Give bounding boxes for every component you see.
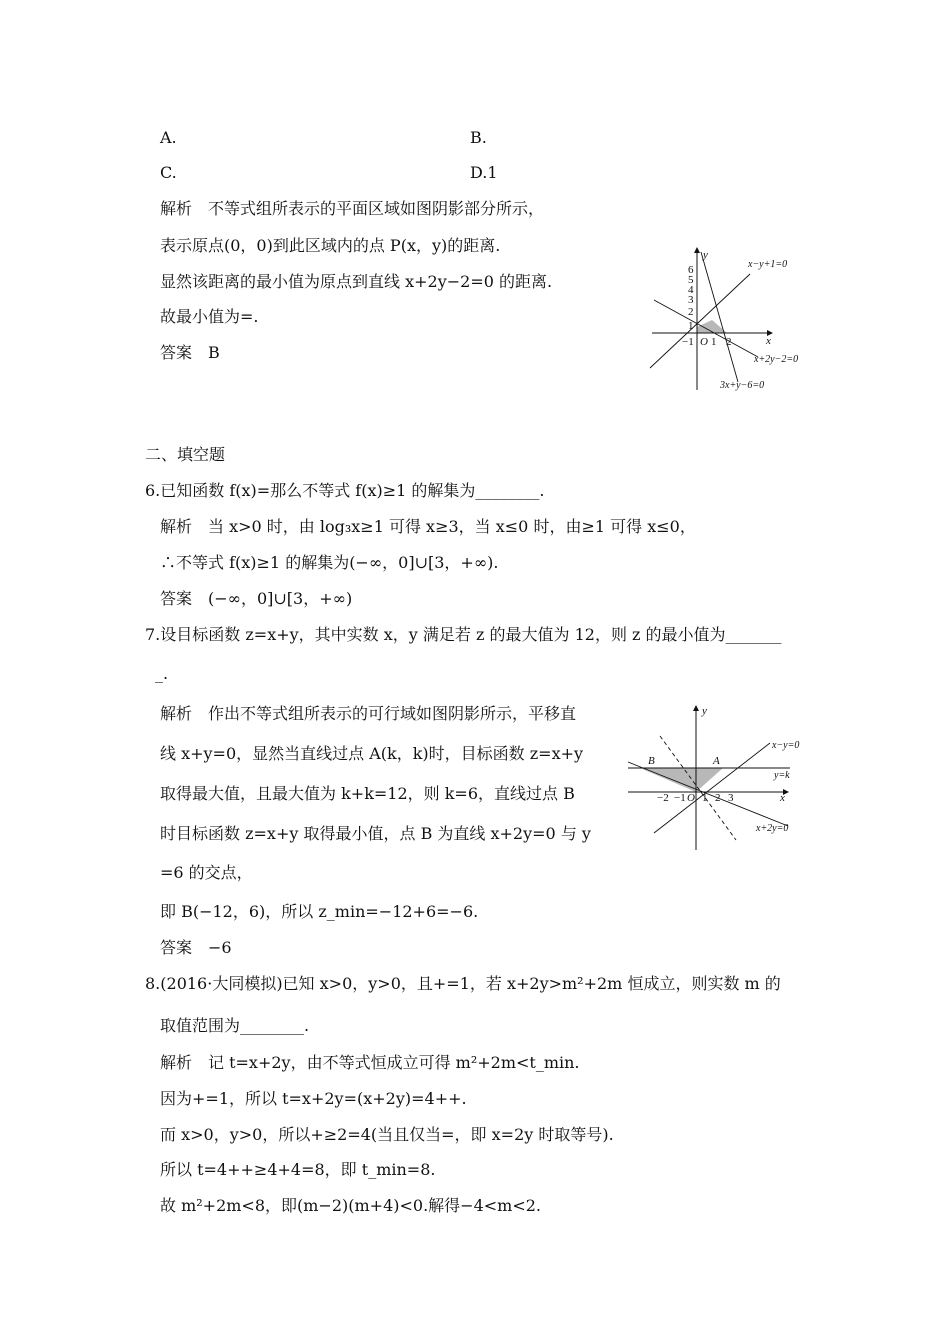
q6-solution-line-1: 解析 当 x>0 时，由 log₃x≥1 可得 x≥3，当 x≤0 时，由≥1 可得 x≤0， xyxy=(160,517,696,536)
q8-stem-line-1: 8.(2016·大同模拟)已知 x>0，y>0，且+=1，若 x+2y>m²+2m 恒成立，则实数 m 的 xyxy=(145,974,781,993)
x-axis-label: x xyxy=(766,335,771,347)
q8-solution-line-2: 因为+=1，所以 t=x+2y=(x+2y)=4++. xyxy=(160,1089,467,1108)
q7-solution-line-4: 时目标函数 z=x+y 取得最小值，点 B 为直线 x+2y=0 与 y xyxy=(160,824,591,843)
x-tick-2: 2 xyxy=(726,336,732,348)
x-tick-1: 1 xyxy=(702,792,708,804)
y-axis-label: y xyxy=(702,705,707,717)
y-axis-label: y xyxy=(703,249,708,261)
q5-solution-line-2: 表示原点(0，0)到此区域内的点 P(x，y)的距离. xyxy=(160,236,501,255)
q5-answer: 答案 B xyxy=(160,343,220,362)
option-b: B. xyxy=(470,128,487,147)
label-x-minus-y-plus-1: x−y+1=0 xyxy=(748,259,788,270)
q8-solution-line-3: 而 x>0，y>0，所以+≥2=4(当且仅当=，即 x=2y 时取等号). xyxy=(160,1125,614,1144)
origin-label: O xyxy=(687,792,695,804)
q6-answer: 答案 (−∞，0]∪[3，+∞) xyxy=(160,589,353,608)
q7-solution-line-3: 取得最大值，且最大值为 k+k=12，则 k=6，直线过点 B xyxy=(160,784,575,803)
q6-stem: 6.已知函数 f(x)=那么不等式 f(x)≥1 的解集为________. xyxy=(145,481,545,500)
label-3x-plus-y-minus-6: 3x+y−6=0 xyxy=(720,380,765,391)
line-3x-plus-y-minus-6 xyxy=(701,252,738,382)
label-x-minus-y-equals-0: x−y=0 xyxy=(772,740,800,751)
y-tick-5: 5 xyxy=(688,274,694,286)
y-tick-2: 2 xyxy=(688,306,694,318)
q8-solution-line-1: 解析 记 t=x+2y，由不等式恒成立可得 m²+2m<t_min. xyxy=(160,1053,580,1072)
q8-stem-line-2: 取值范围为________. xyxy=(160,1016,310,1035)
y-tick-3: 3 xyxy=(688,294,694,306)
q5-solution-line-4: 故最小值为=. xyxy=(160,307,259,326)
q7-region-figure xyxy=(620,700,800,855)
option-a: A. xyxy=(160,128,177,147)
label-x-plus-2y-equals-0: x+2y=0 xyxy=(756,823,789,834)
q8-solution-line-5: 故 m²+2m<8，即(m−2)(m+4)<0.解得−4<m<2. xyxy=(160,1196,542,1215)
x-tick-2: 2 xyxy=(715,792,721,804)
q6-solution-line-2: ∴不等式 f(x)≥1 的解集为(−∞，0]∪[3，+∞). xyxy=(160,553,499,572)
q7-stem-line-2: _. xyxy=(155,664,169,683)
x-axis-label: x xyxy=(780,792,785,804)
q7-solution-line-5: =6 的交点， xyxy=(160,863,253,882)
x-tick-neg2: −2 xyxy=(657,792,669,804)
label-x-plus-2y-minus-2: x+2y−2=0 xyxy=(754,354,799,365)
line-x-plus-2y-minus-2 xyxy=(654,300,758,357)
section-heading: 二、填空题 xyxy=(145,445,226,464)
point-a-label: A xyxy=(713,755,720,767)
origin-label: O xyxy=(700,336,708,348)
x-tick-1: 1 xyxy=(711,336,717,348)
label-y-equals-k: y=k xyxy=(774,770,790,781)
y-tick-4: 4 xyxy=(688,284,694,296)
q5-region-figure xyxy=(640,240,820,395)
q7-answer: 答案 −6 xyxy=(160,938,232,957)
point-b-label: B xyxy=(648,755,655,767)
q5-solution-line-1: 解析 不等式组所表示的平面区域如图阴影部分所示， xyxy=(160,199,545,218)
option-d: D.1 xyxy=(470,163,498,182)
q7-stem-line-1: 7.设目标函数 z=x+y，其中实数 x，y 满足若 z 的最大值为 12，则 z 的最小值为_______ xyxy=(145,625,782,644)
line-x-minus-y-equals-0 xyxy=(654,743,770,833)
q7-solution-line-2: 线 x+y=0，显然当直线过点 A(k，k)时，目标函数 z=x+y xyxy=(160,744,584,763)
q7-solution-line-1: 解析 作出不等式组所表示的可行域如图阴影所示，平移直 xyxy=(160,704,577,723)
x-tick-neg1: −1 xyxy=(682,336,694,348)
q5-solution-line-3: 显然该距离的最小值为原点到直线 x+2y−2=0 的距离. xyxy=(160,272,553,291)
y-tick-6: 6 xyxy=(688,264,694,276)
y-tick-1: 1 xyxy=(688,320,694,332)
option-c: C. xyxy=(160,163,177,182)
dashed-objective-line xyxy=(660,736,736,840)
q8-solution-line-4: 所以 t=4++≥4+4=8，即 t_min=8. xyxy=(160,1160,436,1179)
x-tick-3: 3 xyxy=(728,792,734,804)
q7-solution-line-6: 即 B(−12，6)，所以 z_min=−12+6=−6. xyxy=(160,902,479,921)
line-x-minus-y-plus-1 xyxy=(650,274,750,368)
x-tick-neg1: −1 xyxy=(674,792,686,804)
